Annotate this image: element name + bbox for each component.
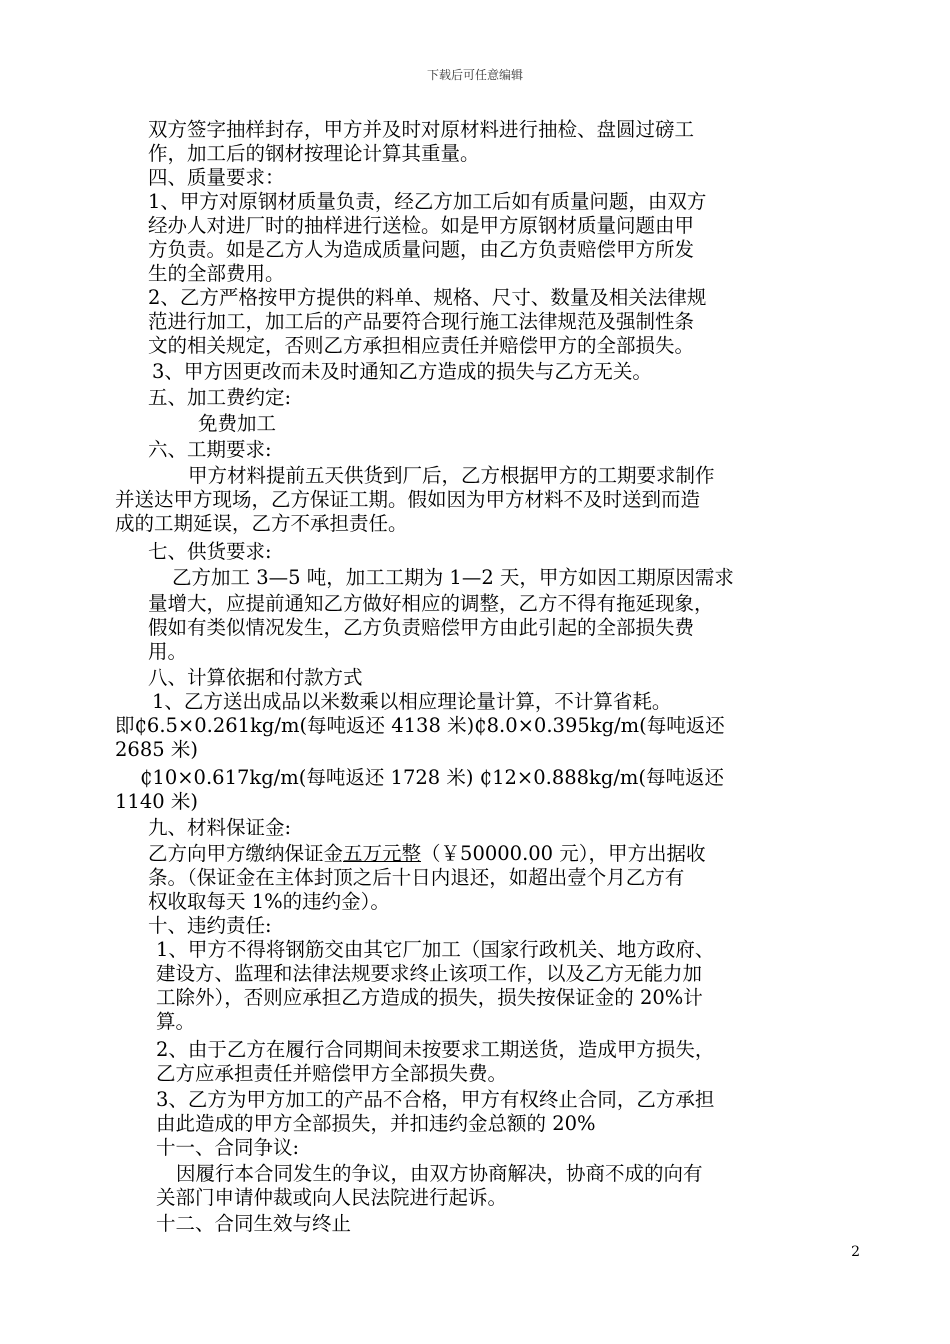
text-line: 1、甲方对原钢材质量负责，经乙方加工后如有质量问题，由双方 xyxy=(148,190,707,213)
text-line: 成的工期延误，乙方不承担责任。 xyxy=(115,512,408,535)
text-line: 方负责。如是乙方人为造成质量问题，由乙方负责赔偿甲方所发 xyxy=(148,238,695,261)
section-heading: 十一、合同争议: xyxy=(156,1136,300,1159)
text-line: 乙方应承担责任并赔偿甲方全部损失费。 xyxy=(156,1062,508,1085)
section-heading: 七、供货要求: xyxy=(148,540,272,563)
text-line: 用。 xyxy=(148,640,188,663)
text-line: 条。（保证金在主体封顶之后十日内退还，如超出壹个月乙方有 xyxy=(148,866,685,889)
text-line: 1、乙方送出成品以米数乘以相应理论量计算，不计算省耗。 xyxy=(152,690,672,713)
text-segment: 乙方向甲方缴纳保证金 xyxy=(148,842,344,865)
text-line: 建设方、监理和法律法规要求终止该项工作，以及乙方无能力加 xyxy=(156,962,703,985)
deposit-amount-underlined: 五万元整 xyxy=(343,842,422,865)
section-heading: 十、违约责任: xyxy=(148,914,272,937)
text-line: 2、乙方严格按甲方提供的料单、规格、尺寸、数量及相关法律规 xyxy=(148,286,707,309)
text-line: 双方签字抽样封存，甲方并及时对原材料进行抽检、盘圆过磅工 xyxy=(148,118,695,141)
text-line: 关部门申请仲裁或向人民法院进行起诉。 xyxy=(156,1186,508,1209)
text-line: 由此造成的甲方全部损失，并扣违约金总额的 20% xyxy=(156,1112,596,1135)
text-line: 免费加工 xyxy=(198,412,277,435)
page-header: 下载后可任意编辑 xyxy=(426,68,523,82)
text-line: 算。 xyxy=(156,1010,196,1033)
section-heading: 八、计算依据和付款方式 xyxy=(148,666,363,689)
text-line: 量增大，应提前通知乙方做好相应的调整，乙方不得有拖延现象， xyxy=(148,592,714,615)
text-line: 生的全部费用。 xyxy=(148,262,285,285)
text-line: 甲方材料提前五天供货到厂后，乙方根据甲方的工期要求制作 xyxy=(188,464,715,487)
section-heading: 十二、合同生效与终止 xyxy=(156,1212,352,1235)
text-line: 2、由于乙方在履行合同期间未按要求工期送货，造成甲方损失， xyxy=(156,1038,715,1061)
page-number: 2 xyxy=(851,1244,860,1260)
text-line: 范进行加工，加工后的产品要符合现行施工法律规范及强制性条 xyxy=(148,310,695,333)
text-segment: （￥50000.00 元），甲方出据收 xyxy=(421,842,706,865)
text-line: 文的相关规定，否则乙方承担相应责任并赔偿甲方的全部损失。 xyxy=(148,334,695,357)
section-heading: 五、加工费约定: xyxy=(148,386,292,409)
section-heading: 九、材料保证金: xyxy=(148,816,292,839)
text-line: 因履行本合同发生的争议，由双方协商解决，协商不成的向有 xyxy=(176,1162,703,1185)
text-line: 乙方加工 3—5 吨，加工工期为 1—2 天，甲方如因工期原因需求 xyxy=(172,566,734,589)
text-line: 并送达甲方现场，乙方保证工期。假如因为甲方材料不及时送到而造 xyxy=(115,488,701,511)
text-line: 1140 米) xyxy=(115,790,198,813)
text-line xyxy=(148,842,706,866)
section-heading: 四、质量要求： xyxy=(148,166,285,189)
text-line: 经办人对进厂时的抽样进行送检。如是甲方原钢材质量问题由甲 xyxy=(148,214,695,237)
text-line: 即₵6.5×0.261kg/m(每吨返还 4138 米)₵8.0×0.395kg/m(每吨返还 xyxy=(115,714,725,737)
text-line: 工除外），否则应承担乙方造成的损失，损失按保证金的 20%计 xyxy=(156,986,703,1009)
section-heading: 六、工期要求: xyxy=(148,438,272,461)
text-line: 1、甲方不得将钢筋交由其它厂加工（国家行政机关、地方政府、 xyxy=(156,938,715,961)
text-line: 权收取每天 1%的违约金）。 xyxy=(148,890,390,913)
text-line: ₵10×0.617kg/m(每吨返还 1728 米) ₵12×0.888kg/m(每吨返还 xyxy=(140,766,725,789)
text-line: 3、甲方因更改而未及时通知乙方造成的损失与乙方无关。 xyxy=(152,360,652,383)
text-line: 3、乙方为甲方加工的产品不合格，甲方有权终止合同，乙方承担 xyxy=(156,1088,715,1111)
text-line: 假如有类似情况发生，乙方负责赔偿甲方由此引起的全部损失费 xyxy=(148,616,695,639)
text-line: 2685 米) xyxy=(115,738,198,761)
text-line: 作，加工后的钢材按理论计算其重量。 xyxy=(148,142,480,165)
